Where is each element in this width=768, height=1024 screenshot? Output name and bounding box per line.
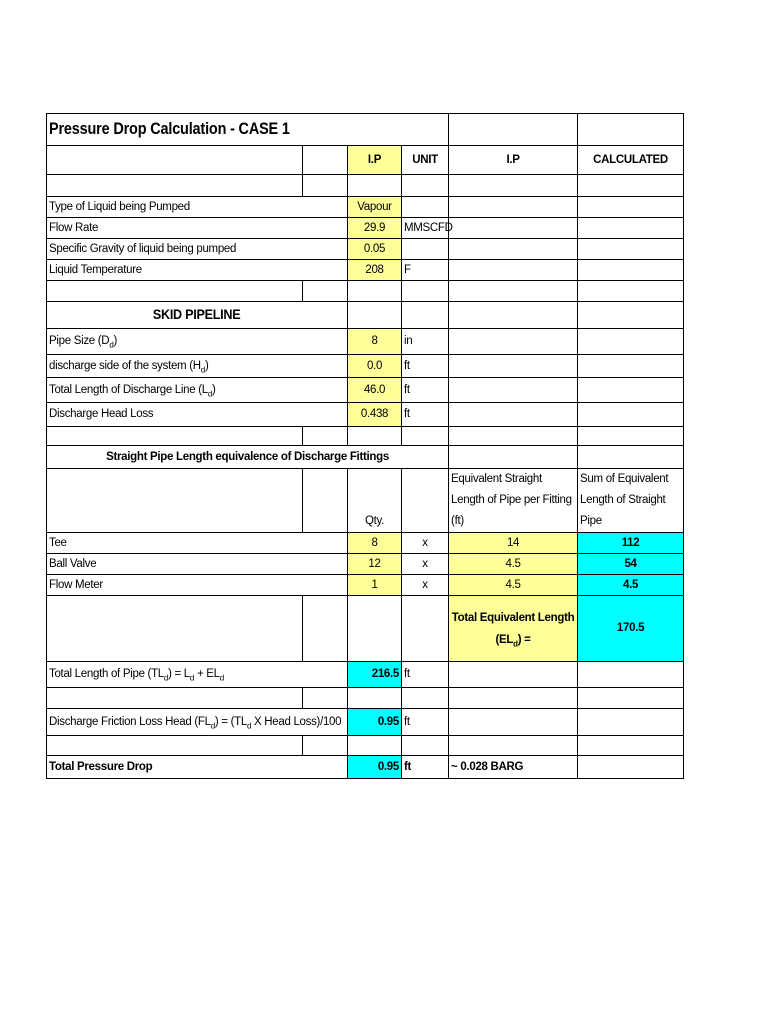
- empty-cell: [578, 302, 684, 329]
- length-value[interactable]: 46.0: [348, 378, 402, 403]
- head-loss-unit: ft: [402, 403, 449, 427]
- fitting-name: Tee: [47, 533, 303, 554]
- empty-cell: [578, 197, 684, 218]
- input-value[interactable]: 29.9: [348, 218, 402, 239]
- empty-cell: [47, 596, 303, 662]
- empty-cell: [348, 302, 402, 329]
- friction-loss-row: [47, 709, 684, 736]
- fitting-name: Flow Meter: [47, 575, 303, 596]
- fitting-qty[interactable]: 1: [348, 575, 402, 596]
- fitting-eq[interactable]: 4.5: [449, 575, 578, 596]
- empty-cell: [303, 239, 348, 260]
- empty-cell: [303, 175, 348, 197]
- head-loss-label: Discharge Head Loss: [47, 403, 303, 427]
- input-unit: [402, 239, 449, 260]
- section-title: SKID PIPELINE: [153, 305, 241, 322]
- empty-cell: [578, 175, 684, 197]
- empty-cell: [348, 688, 402, 709]
- input-value[interactable]: 208: [348, 260, 402, 281]
- empty-cell: [402, 469, 449, 533]
- input-row: [47, 239, 684, 260]
- sheet-title: Pressure Drop Calculation - CASE 1: [49, 118, 290, 138]
- empty-cell: [303, 281, 348, 302]
- empty-cell: [47, 736, 303, 756]
- head-row: [47, 355, 684, 378]
- empty-cell: [303, 403, 348, 427]
- total-length-value: 216.5: [348, 662, 402, 688]
- empty-cell: [449, 736, 578, 756]
- empty-cell: [449, 281, 578, 302]
- empty-cell: [449, 114, 578, 146]
- fitting-times: x: [402, 533, 449, 554]
- empty-cell: [449, 218, 578, 239]
- fitting-eq[interactable]: 14: [449, 533, 578, 554]
- empty-cell: [449, 709, 578, 736]
- input-unit: MMSCFD: [402, 218, 449, 239]
- empty-cell: [303, 575, 348, 596]
- empty-cell: [449, 329, 578, 355]
- fittings-header-row: [47, 469, 684, 533]
- empty-cell: [449, 239, 578, 260]
- length-row: [47, 378, 684, 403]
- empty-cell: [303, 736, 348, 756]
- length-label: Total Length of Discharge Line $(L_d)$: [47, 378, 303, 403]
- input-label: Type of Liquid being Pumped: [47, 197, 303, 218]
- total-pressure-unit: ft: [402, 756, 449, 779]
- input-row: [47, 197, 684, 218]
- empty-cell: [578, 329, 684, 355]
- empty-cell: [303, 197, 348, 218]
- empty-cell: [578, 378, 684, 403]
- empty-cell: [303, 469, 348, 533]
- empty-cell: [47, 469, 303, 533]
- total-pressure-value: 0.95: [348, 756, 402, 779]
- empty-cell: [578, 355, 684, 378]
- empty-cell: [578, 239, 684, 260]
- qty-header: Qty.: [348, 469, 402, 533]
- ip-header-2: I.P: [449, 146, 578, 175]
- total-length-row: [47, 662, 684, 688]
- empty-cell: [303, 688, 348, 709]
- eq-length-header: Equivalent Straight Length of Pipe per Fitting (ft): [449, 469, 578, 533]
- head-label: discharge side of the system $(H_d)$: [47, 355, 303, 378]
- input-unit: [402, 197, 449, 218]
- empty-cell: [47, 175, 303, 197]
- total-eq-row: [47, 596, 684, 662]
- total-pressure-barg: ~ 0.028 BARG: [449, 756, 578, 779]
- empty-cell: [449, 427, 578, 446]
- pipe-size-label: Pipe Size $(D_d)$: [47, 329, 303, 355]
- empty-cell: [449, 260, 578, 281]
- input-row: [47, 218, 684, 239]
- empty-cell: [449, 662, 578, 688]
- fitting-row: [47, 554, 684, 575]
- head-loss-value[interactable]: 0.438: [348, 403, 402, 427]
- empty-cell: [578, 114, 684, 146]
- fitting-eq[interactable]: 4.5: [449, 554, 578, 575]
- length-unit: ft: [402, 378, 449, 403]
- empty-cell: [578, 427, 684, 446]
- empty-cell: [303, 260, 348, 281]
- empty-cell: [303, 662, 348, 688]
- fitting-sum: 112: [578, 533, 684, 554]
- empty-cell: [303, 596, 348, 662]
- pressure-drop-sheet: [46, 113, 684, 779]
- empty-cell: [47, 427, 303, 446]
- empty-cell: [449, 378, 578, 403]
- head-value[interactable]: 0.0: [348, 355, 402, 378]
- empty-cell: [578, 446, 684, 469]
- total-eq-label: Total Equivalent Length $(EL_d)$ =: [449, 596, 578, 662]
- empty-cell: [449, 302, 578, 329]
- empty-cell: [303, 378, 348, 403]
- total-pressure-row: [47, 756, 684, 779]
- ip-header: I.P: [348, 146, 402, 175]
- fitting-row: [47, 533, 684, 554]
- empty-cell: [578, 260, 684, 281]
- empty-cell: [303, 146, 348, 175]
- fitting-sum: 4.5: [578, 575, 684, 596]
- empty-cell: [303, 533, 348, 554]
- pipe-size-row: [47, 329, 684, 355]
- calculated-header: CALCULATED: [578, 146, 684, 175]
- empty-cell: [449, 403, 578, 427]
- empty-cell: [578, 662, 684, 688]
- input-label: Flow Rate: [47, 218, 303, 239]
- empty-cell: [449, 197, 578, 218]
- fitting-row: [47, 575, 684, 596]
- fittings-title: Straight Pipe Length equivalence of Discharge Fittings: [47, 446, 449, 469]
- empty-cell: [47, 688, 303, 709]
- empty-cell: [303, 756, 348, 779]
- pipe-size-unit: in: [402, 329, 449, 355]
- empty-cell: [449, 446, 578, 469]
- fitting-times: x: [402, 575, 449, 596]
- empty-cell: [348, 175, 402, 197]
- empty-cell: [578, 688, 684, 709]
- empty-cell: [578, 709, 684, 736]
- empty-cell: [449, 355, 578, 378]
- empty-cell: [578, 281, 684, 302]
- friction-loss-value: 0.95: [348, 709, 402, 736]
- pipe-size-value[interactable]: 8: [348, 329, 402, 355]
- empty-cell: [303, 329, 348, 355]
- empty-cell: [303, 355, 348, 378]
- input-label: Specific Gravity of liquid being pumped: [47, 239, 303, 260]
- sheet-title-cell: [47, 114, 449, 146]
- empty-cell: [402, 596, 449, 662]
- empty-cell: [303, 218, 348, 239]
- input-label: Liquid Temperature: [47, 260, 303, 281]
- head-loss-row: [47, 403, 684, 427]
- empty-cell: [449, 175, 578, 197]
- total-length-unit: ft: [402, 662, 449, 688]
- empty-cell: [348, 427, 402, 446]
- input-row: [47, 260, 684, 281]
- sum-eq-header: Sum of Equivalent Length of Straight Pipe: [578, 469, 684, 533]
- friction-loss-label: Discharge Friction Loss Head $(FL_d) = (TL_d$ X Head Loss)/100: [47, 709, 303, 736]
- empty-cell: [402, 736, 449, 756]
- input-value[interactable]: Vapour: [348, 197, 402, 218]
- fitting-qty[interactable]: 8: [348, 533, 402, 554]
- section-title-cell: [47, 302, 348, 329]
- empty-cell: [402, 281, 449, 302]
- empty-cell: [578, 218, 684, 239]
- total-length-label: Total Length of Pipe $(TL_d) = L_d + EL_d$: [47, 662, 303, 688]
- empty-cell: [578, 403, 684, 427]
- fitting-times: x: [402, 554, 449, 575]
- empty-cell: [449, 688, 578, 709]
- total-pressure-label: Total Pressure Drop: [47, 756, 303, 779]
- empty-cell: [578, 736, 684, 756]
- empty-cell: [578, 756, 684, 779]
- empty-cell: [402, 175, 449, 197]
- fitting-sum: 54: [578, 554, 684, 575]
- empty-cell: [47, 146, 303, 175]
- empty-cell: [348, 596, 402, 662]
- unit-header: UNIT: [402, 146, 449, 175]
- total-eq-value: 170.5: [578, 596, 684, 662]
- input-value[interactable]: 0.05: [348, 239, 402, 260]
- empty-cell: [303, 554, 348, 575]
- empty-cell: [402, 427, 449, 446]
- fitting-qty[interactable]: 12: [348, 554, 402, 575]
- empty-cell: [47, 281, 303, 302]
- empty-cell: [402, 302, 449, 329]
- friction-loss-unit: ft: [402, 709, 449, 736]
- empty-cell: [348, 281, 402, 302]
- empty-cell: [402, 688, 449, 709]
- input-unit: F: [402, 260, 449, 281]
- head-unit: ft: [402, 355, 449, 378]
- empty-cell: [303, 427, 348, 446]
- empty-cell: [348, 736, 402, 756]
- fitting-name: Ball Valve: [47, 554, 303, 575]
